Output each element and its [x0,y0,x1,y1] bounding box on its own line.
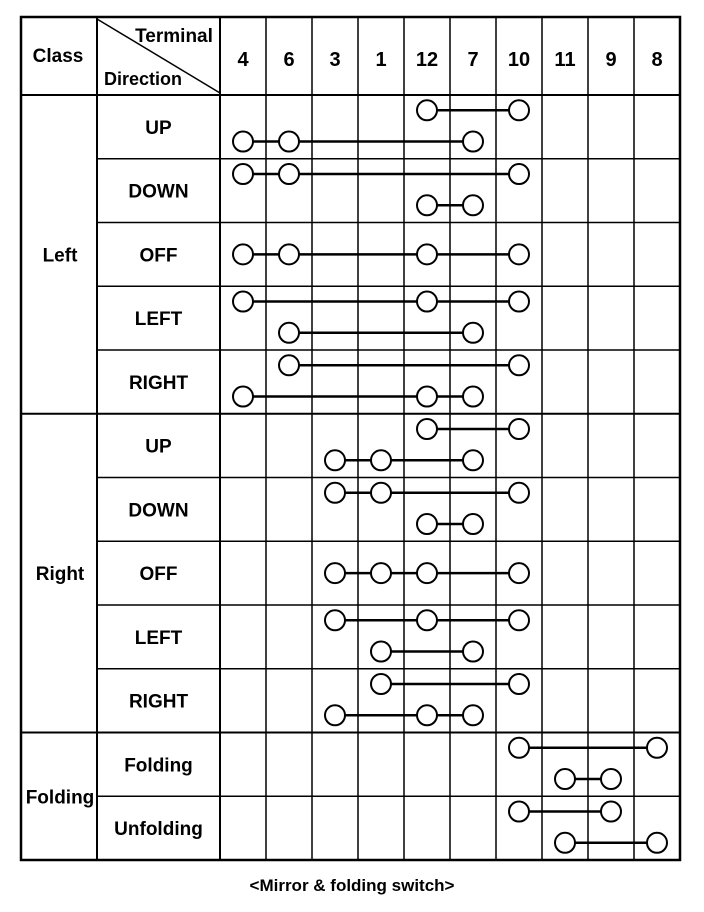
terminal-contact-circle [279,355,299,375]
terminal-contact-circle [509,738,529,758]
terminal-contact-circle [555,833,575,853]
terminal-contact-circle [417,387,437,407]
terminal-contact-circle [325,705,345,725]
direction-label: OFF [139,245,178,267]
terminal-contact-circle [463,195,483,215]
terminal-contact-circle [233,292,253,312]
terminal-number: 12 [415,49,439,71]
terminal-contact-circle [233,132,253,152]
table-grid [21,17,680,860]
terminal-number: 9 [605,49,617,71]
terminal-contact-circle [601,769,621,789]
table-header [33,26,213,89]
terminal-contact-circle [325,610,345,630]
terminal-contact-circle [279,164,299,184]
terminal-contact-circle [509,802,529,822]
terminal-contact-circle [463,450,483,470]
terminal-contact-circle [509,100,529,120]
diagram-caption: <Mirror & folding switch> [249,876,455,895]
terminal-contact-circle [371,450,391,470]
terminal-contact-circle [417,100,437,120]
direction-label: RIGHT [128,372,189,394]
terminal-contact-circle [509,674,529,694]
terminal-number: 8 [651,49,663,71]
terminal-contact-circle [417,244,437,264]
class-header-label: Class [32,46,84,67]
direction-label: DOWN [128,181,189,203]
terminal-number: 11 [554,49,576,71]
terminal-contact-circle [509,610,529,630]
terminal-contact-circle [233,244,253,264]
terminal-contact-circle [509,563,529,583]
terminal-number: 1 [375,49,387,71]
terminal-contact-circle [463,132,483,152]
terminal-contact-circle [647,833,667,853]
terminal-contact-circle [279,132,299,152]
terminal-contact-circle [509,355,529,375]
direction-label: Unfolding [114,819,203,841]
direction-label: UP [145,436,172,458]
terminal-contact-circle [463,642,483,662]
terminal-contact-circle [555,769,575,789]
terminal-contact-circle [417,705,437,725]
terminal-contact-circle [371,642,391,662]
terminal-contact-circle [509,483,529,503]
terminal-contact-circle [463,323,483,343]
terminal-contact-circle [233,164,253,184]
terminal-contact-circle [417,292,437,312]
direction-label: RIGHT [128,691,189,713]
terminal-contact-circle [279,244,299,264]
direction-label: OFF [139,564,178,586]
direction-label: DOWN [128,500,189,522]
terminal-contact-circle [463,387,483,407]
terminal-number: 10 [507,49,531,71]
terminal-contact-circle [463,705,483,725]
terminal-contact-circle [417,514,437,534]
terminal-contact-circle [601,802,621,822]
terminal-contact-circle [463,514,483,534]
terminal-contact-circle [325,563,345,583]
terminal-contact-circle [371,563,391,583]
direction-label: LEFT [134,309,183,331]
terminal-contact-circle [509,419,529,439]
terminal-number: 4 [237,49,249,71]
terminal-contact-circle [371,674,391,694]
terminal-contact-circle [233,387,253,407]
class-group-label: Folding [25,787,95,809]
terminal-contact-circle [509,244,529,264]
terminal-contact-circle [509,292,529,312]
terminal-contact-circle [279,323,299,343]
class-group-label: Left [42,245,78,267]
direction-label: Folding [124,755,193,777]
terminal-contact-circle [325,450,345,470]
terminal-number: 6 [283,49,295,71]
direction-label: UP [145,117,172,139]
terminal-contact-circle [647,738,667,758]
direction-header-label: Direction [103,69,183,89]
terminal-header-label: Terminal [135,26,213,47]
terminal-contact-circle [371,483,391,503]
terminal-contact-circle [417,419,437,439]
terminal-contact-circle [325,483,345,503]
terminal-contact-circle [417,195,437,215]
terminal-number: 7 [467,49,479,71]
terminal-contact-circle [417,563,437,583]
terminal-contact-circle [509,164,529,184]
terminal-number: 3 [329,49,341,71]
table-border [21,17,680,860]
class-group-label: Right [35,564,85,586]
terminal-contact-circle [417,610,437,630]
direction-label: LEFT [134,627,183,649]
